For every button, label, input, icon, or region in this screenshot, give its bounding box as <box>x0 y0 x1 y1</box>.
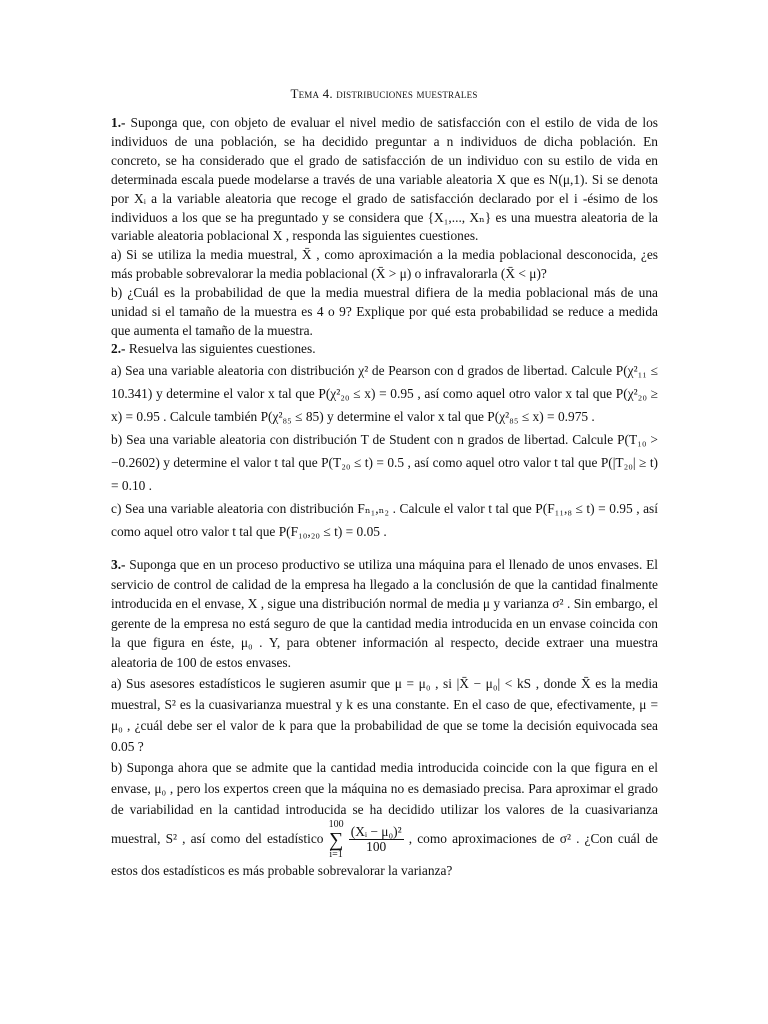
problem-3 <box>111 555 658 881</box>
title-text: Tema 4. distribuciones muestrales <box>290 86 478 101</box>
problem-2-part-c: c) Sea una variable aleatoria con distribución Fₙ₁,ₙ₂ . Calcule el valor t tal que P(F₁₁,₈ ≤ t) = 0.95 , así como aquel otro valor t tal que P(F₁₀,₂₀ ≤ t) = 0.05 . <box>111 500 658 539</box>
problem-3-part-b-text-1: b) Suponga ahora que se admite que la cantidad media introducida coincide con la que figura en el envase, μ₀ , pero los expertos creen que la máquina no es demasiado precisa. Para aproximar el grado de variabilidad en la cantidad introducida se ha decidido utilizar los valores de la cuasivarianza muestral, S² , así como del estadístico <box>111 759 658 846</box>
problem-1-number: 1.- <box>111 115 126 130</box>
problem-3-statement <box>111 555 658 673</box>
statistic-fraction <box>349 825 404 854</box>
problem-2-part-a: a) Sea una variable aleatoria con distribución χ² de Pearson con d grados de libertad. Calcule P(χ²₁₁ ≤ 10.341) y determine el valor x tal que P(χ²₂₀ ≤ x) = 0.95 , así como aquel otro valor x tal que P(χ²₂₀ ≥ x) = 0.95 . Calcule también P(χ²₈₅ ≤ 85) y determine el valor x tal que P(χ²₈₅ ≤ x) = 0.975 . <box>111 362 658 424</box>
problem-1-part-b: b) ¿Cuál es la probabilidad de que la media muestral difiera de la media poblacional más de una unidad si el tamaño de la muestra es 4 o 9? Explique por qué esta probabilidad se reduce a medida que aumenta el tamaño de la muestra. <box>111 285 658 338</box>
problem-1 <box>111 114 658 341</box>
problem-2-statement <box>111 340 658 359</box>
page-title <box>0 86 768 102</box>
problem-3-number: 3.- <box>111 557 126 572</box>
problem-1-part-a: a) Si se utiliza la media muestral, X̄ , como aproximación a la media poblacional desconocida, ¿es más probable sobrevalorar la media poblacional (X̄ > μ) o infravalorarla (X̄ < μ)? <box>111 247 658 282</box>
sigma-symbol: ∑ <box>328 828 344 851</box>
problem-3-part-b <box>111 757 658 881</box>
problem-2 <box>111 340 658 543</box>
problem-2-number: 2.- <box>111 341 126 356</box>
problem-2-part-b: b) Sea una variable aleatoria con distribución T de Student con n grados de libertad. Calcule P(T₁₀ > −0.2602) y determine el valor t tal que P(T₂₀ ≤ t) = 0.5 , así como aquel otro valor t tal que P(|T₂₀| ≥ t) = 0.10 . <box>111 431 658 493</box>
problem-1-statement <box>111 114 658 246</box>
problem-3-part-a: a) Sus asesores estadísticos le sugieren asumir que μ = μ₀ , si |X̄ − μ₀| < kS , donde X̄ es la media muestral, S² es la cuasivarianza muestral y k es una constante. En el caso de que, efectivamente, μ = μ₀ , ¿cuál debe ser el valor de k para que la probabilidad de que se tome la decisión equivocada sea 0.05 ? <box>111 675 658 754</box>
problem-3-text: Suponga que en un proceso productivo se utiliza una máquina para el llenado de unos envases. El servicio de control de calidad de la empresa ha llegado a la conclusión de que la cantidad finalmente introducida en el envase, X , sigue una distribución normal de media μ y varianza σ² . Sin embargo, el gerente de la empresa no está seguro de que la cantidad media introducida en un envase coincida con la que figura en éste, μ₀ . Y, para obtener información al respecto, decide extraer una muestra aleatoria de 100 de estos envases. <box>111 557 658 670</box>
fraction-numerator: (Xᵢ − μ₀)² <box>350 824 402 840</box>
problem-3-part-b-text-2: , como aproximaciones de σ² . ¿Con cuál de estos dos estadísticos es más probable sobrevalorar la varianza? <box>111 830 658 878</box>
sum-lower: i=1 <box>329 848 343 860</box>
fraction-denominator: 100 <box>366 839 387 855</box>
problem-1-text: Suponga que, con objeto de evaluar el nivel medio de satisfacción con el estilo de vida de los individuos de una población, se ha decidido preguntar a n individuos de dicha población. En concreto, se ha considerado que el grado de satisfacción de un individuo con su estilo de vida en determinada escala puede modelarse a través de una variable aleatoria X que es N(μ,1). Si se denota por Xᵢ a la variable aleatoria que recoge el grado de satisfacción declarado por el i -ésimo de los individuos a los que se ha preguntado y se considera que {X₁,..., Xₙ} es una muestra aleatoria de la variable aleatoria poblacional X , responda las siguientes cuestiones. <box>111 115 658 244</box>
summation <box>329 820 344 860</box>
sum-upper: 100 <box>328 818 344 830</box>
problem-2-text: Resuelva las siguientes cuestiones. <box>128 341 316 356</box>
